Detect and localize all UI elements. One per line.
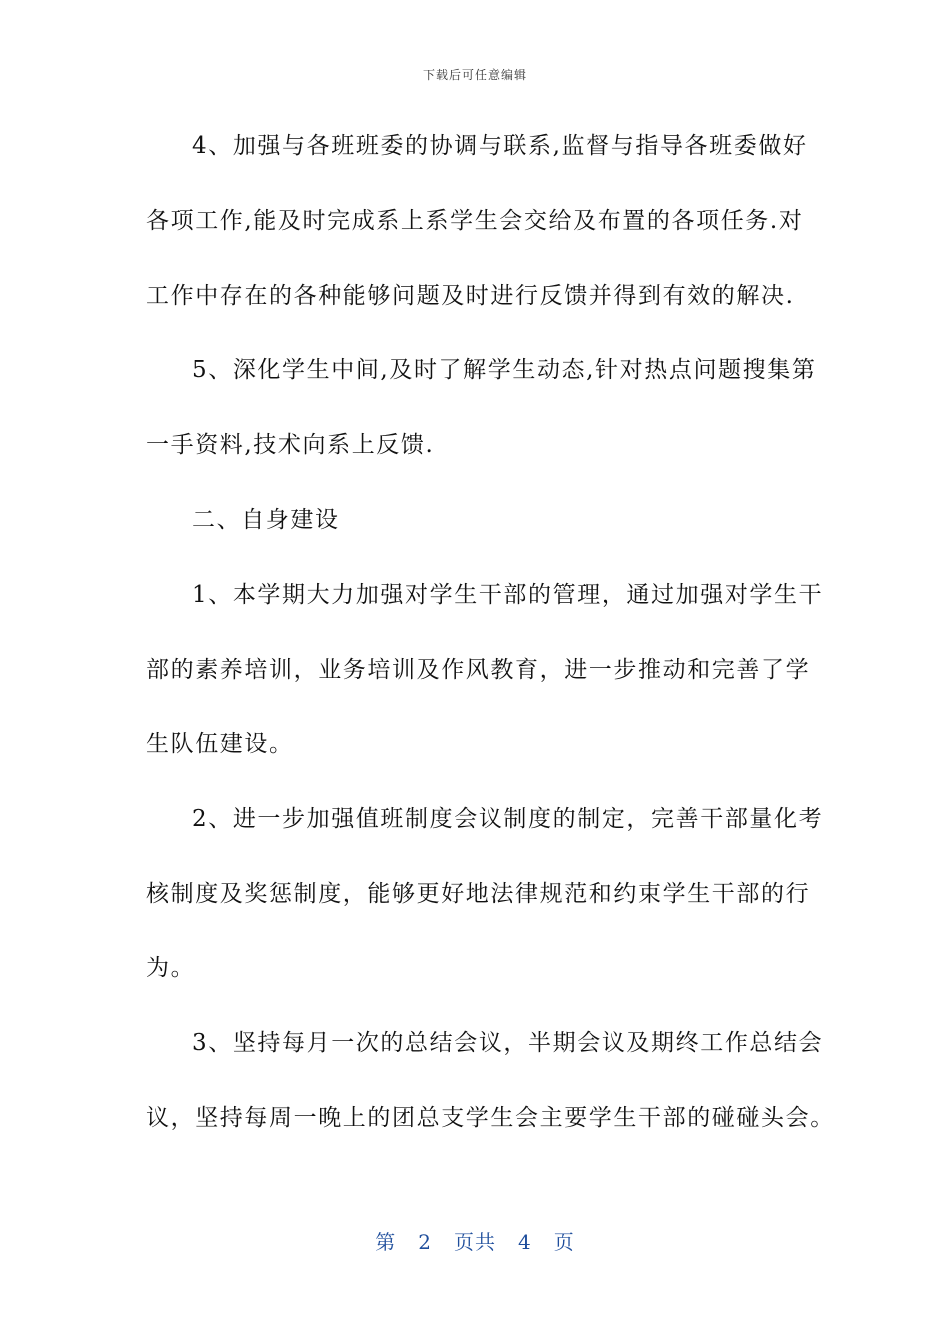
paragraph-line: 各项工作,能及时完成系上系学生会交给及布置的各项任务.对 — [146, 208, 804, 234]
paragraph-line: 核制度及奖惩制度，能够更好地法律规范和约束学生干部的行 — [146, 881, 811, 907]
page-footer — [0, 1226, 950, 1255]
page-current: 2 — [418, 1230, 432, 1254]
header-note: 下载后可任意编辑 — [422, 68, 527, 82]
paragraph-line: 5、深化学生中间,及时了解学生动态,针对热点问题搜集第 — [192, 357, 817, 383]
page-prefix: 第 — [375, 1230, 397, 1254]
paragraph-line: 工作中存在的各种能够问题及时进行反馈并得到有效的解决. — [146, 283, 795, 309]
paragraph-line: 一手资料,技术向系上反馈. — [146, 432, 435, 458]
paragraph-line: 为。 — [146, 955, 196, 981]
paragraph-line: 生队伍建设。 — [146, 731, 294, 757]
section-heading: 二、自身建设 — [192, 507, 340, 533]
paragraph-line: 1、本学期大力加强对学生干部的管理，通过加强对学生干 — [192, 582, 824, 608]
paragraph-line: 部的素养培训，业务培训及作风教育，进一步推动和完善了学 — [146, 657, 811, 683]
page-mid: 页共 — [454, 1230, 496, 1254]
paragraph-line: 议，坚持每周一晚上的团总支学生会主要学生干部的碰碰头会。 — [146, 1105, 835, 1131]
paragraph-line: 4、加强与各班班委的协调与联系,监督与指导各班委做好 — [192, 133, 808, 159]
paragraph-line: 2、进一步加强值班制度会议制度的制定，完善干部量化考 — [192, 806, 824, 832]
paragraph-line: 3、坚持每月一次的总结会议，半期会议及期终工作总结会 — [192, 1030, 824, 1056]
page-suffix: 页 — [553, 1230, 575, 1254]
page-total: 4 — [518, 1230, 532, 1254]
